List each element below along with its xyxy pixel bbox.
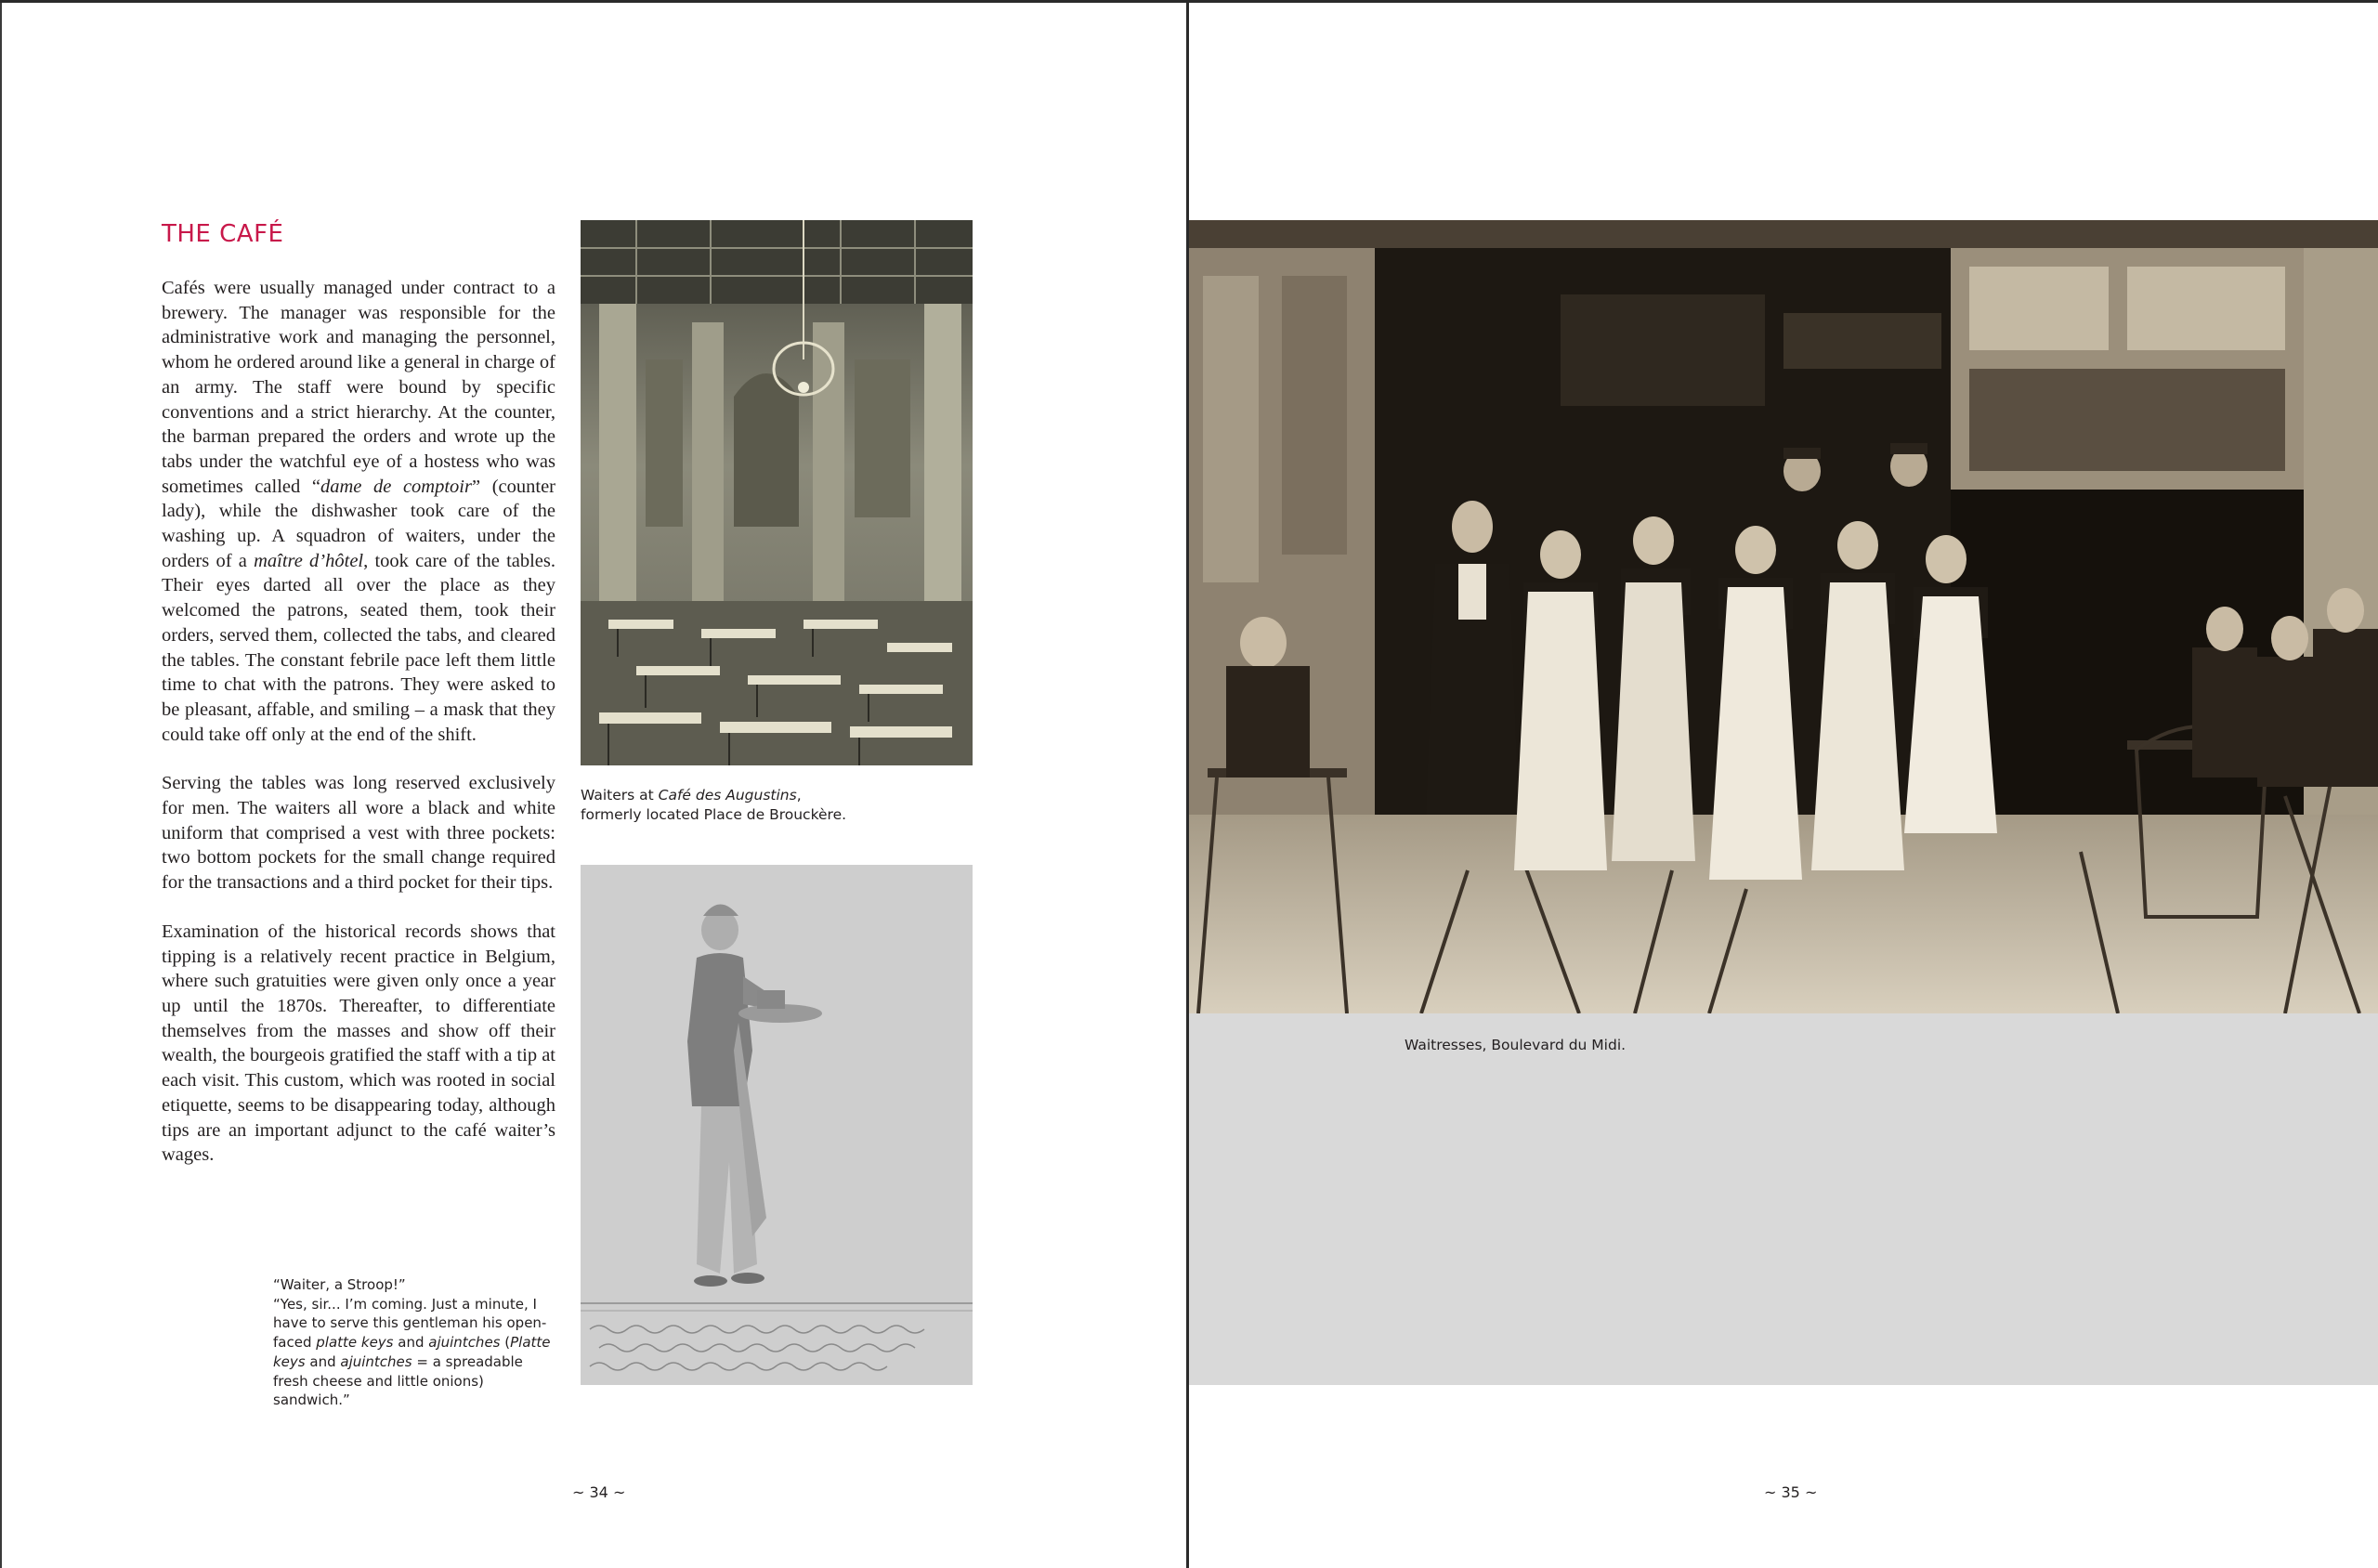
- cafe-interior-photo: [581, 220, 973, 765]
- caption-line-2: formerly located Place de Brouckère.: [581, 806, 847, 823]
- waiter-quote-caption: [273, 1275, 557, 1410]
- caption-comma: ,: [796, 787, 802, 804]
- page-edge: [0, 3, 2, 1568]
- body-text-run: , took care of the tables. Their eyes darted all over the place as they welcomed the patrons, seated them, took their orders, served them, collected the tabs, and cleared the tables. The constant febrile pace left them little time to chat with the patrons. They were asked to be pleasant, affable, and smiling – a mask that they could take off only at the end of the shift.: [162, 550, 556, 745]
- quote-italic-3: Platte keys: [273, 1334, 551, 1370]
- body-text-run: Serving the tables was long reserved exclusively for men. The waiters all wore a black and white uniform that comprised a vest with three pockets: two bottom pockets for the small change required for the transactions and a third pocket for their tips.: [162, 773, 555, 894]
- quote-mid-2: (: [500, 1334, 511, 1352]
- quote-italic-4: ajuintches: [340, 1352, 412, 1370]
- waitresses-photo-caption: Waitresses, Boulevard du Midi.: [1405, 1037, 1627, 1053]
- caption-line-1: [581, 786, 971, 805]
- waiter-drawing: [581, 865, 973, 1385]
- quote-mid-1: and: [393, 1334, 429, 1352]
- quote-italic-2: ajuintches: [428, 1334, 501, 1352]
- quote-italic-1: platte keys: [316, 1334, 394, 1352]
- waitresses-photo: [1189, 220, 2378, 1013]
- body-text-run: ” (counter lady), while the dishwasher took care of the washing up. A squadron of waiters, under the orders of a: [162, 476, 555, 571]
- quote-line-1: “Waiter, a Stroop!”: [273, 1276, 406, 1293]
- quote-text: “Yes, sir... I’m coming. Just a minute, I have to serve this gentleman his open-faced: [273, 1295, 547, 1352]
- quote-line-2: [273, 1295, 557, 1410]
- body-italic-run: maître d’hôtel: [254, 550, 364, 571]
- caption-panel: [1189, 1013, 2378, 1385]
- page-number-left: ~ 34 ~: [572, 1483, 626, 1501]
- body-paragraph: [162, 771, 555, 895]
- body-text-run: Examination of the historical records shows that tipping is a relatively recent practice in Belgium, where such gratuities were given only once a year up until the 1870s. Thereafter, to differentiate themselves from the masses and show off their wealth, the bourgeois gratified the staff with a tip at each visit. This custom, which was rooted in social etiquette, seems to be disappearing today, although tips are an important adjunct to the café waiter’s wages.: [162, 921, 555, 1166]
- section-title: THE CAFÉ: [162, 220, 284, 248]
- page-number-right: ~ 35 ~: [1764, 1483, 1818, 1501]
- body-paragraph: [162, 276, 555, 747]
- caption-cafe-name: Café des Augustins: [658, 787, 797, 804]
- quote-mid-3: and: [305, 1352, 341, 1370]
- body-text-column: [162, 276, 555, 1192]
- interior-photo-caption: [581, 786, 971, 825]
- body-paragraph: [162, 920, 555, 1168]
- body-text-run: Cafés were usually managed under contract to a brewery. The manager was responsible for the administrative work and managing the personnel, whom he ordered around like a general in charge of an army. The staff were bound by specific conventions and a strict hierarchy. At the counter, the barman prepared the orders and wrote up the tabs under the watchful eye of a hostess who was sometimes called “: [162, 278, 555, 497]
- caption-prefix: Waiters at: [581, 787, 659, 804]
- body-italic-run: dame de comptoir: [320, 476, 472, 497]
- quote-end: = a spreadable fresh cheese and little onions) sandwich.”: [273, 1352, 523, 1409]
